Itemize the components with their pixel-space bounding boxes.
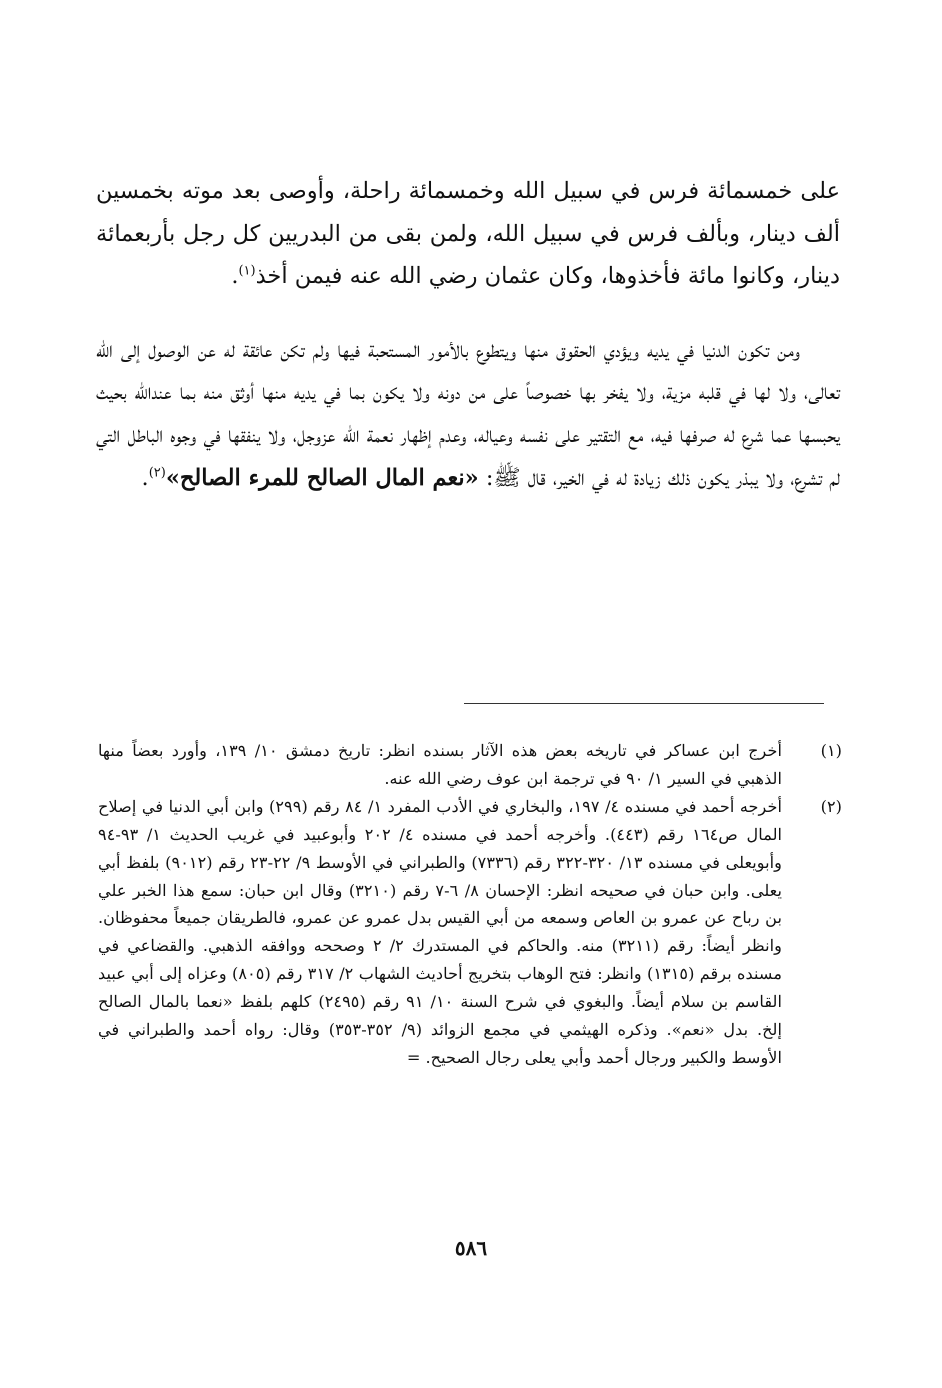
footnote-2 (98, 793, 842, 1072)
page-number: ٥٨٦ (454, 1236, 488, 1260)
footnote-text: أخرج ابن عساكر في تاريخه بعض هذه الآثار بسنده انظر: تاريخ دمشق ١٠/ ١٣٩، وأورد بعضاً منها الذهبي في السير ١/ ٩٠ في ترجمة ابن عوف رضي الله عنه. (98, 741, 782, 788)
footnotes (98, 737, 842, 1072)
footnote-text: أخرجه أحمد في مسنده ٤/ ١٩٧، والبخاري في الأدب المفرد ١/ ٨٤ رقم (٢٩٩) وابن أبي الدنيا في إصلاح المال ص١٦٤ رقم (٤٤٣). وأخرجه أحمد في مسنده ٤/ ٢٠٢ وأبوعبيد في غريب الحديث ١/ ٩٣-٩٤ وأبويعلى في مسنده ١٣/ ٣٢٠-٣٢٢ رقم (٧٣٣٦) والطبراني في الأوسط ٩/ ٢٢-٢٣ رقم (٩٠١٢) بلفظ أبي يعلى. وابن حبان في صحيحه انظر: الإحسان ٨/ ٦-٧ رقم (٣٢١٠) وقال ابن حبان: سمع هذا الخبر علي بن رباح عن عمرو بن العاص وسمعه من أبي القيس بدل عمرو عن عمرو، فالطريقان جميعاً محفوظان. وانظر أيضاً: رقم (٣٢١١) منه. والحاكم في المستدرك ٢/ ٢ وصححه ووافقه الذهبي. والقضاعي في مسنده برقم (١٣١٥) وانظر: فتح الوهاب بتخريج أحاديث الشهاب ٢/ ٣١٧ رقم (٨٠٥) وعزاه إلى أبي عبيد القاسم بن سلام أيضاً. والبغوي في شرح السنة ١٠/ ٩١ رقم (٢٤٩٥) كلهم بلفظ «نعما بالمال الصالح إلخ. بدل «نعم». وذكره الهيثمي في مجمع الزوائد (٩/ ٣٥٢-٣٥٣) وقال: رواه أحمد والطبراني في الأوسط والكبير ورجال أحمد وأبي يعلى رجال الصحيح. = (98, 796, 783, 1067)
footnote-number: (٢) (820, 796, 842, 816)
footnote-ref-1[interactable]: (١) (238, 263, 256, 279)
footnote-number: (١) (820, 741, 842, 760)
footnote-ref-2[interactable]: (٢) (148, 465, 166, 481)
paragraph-2-text: ومن تكون الدنيا في يديه ويؤدي الحقوق منها ويتطوع بالأمور المستحبة فيها ولم تكن عائقة له عن الوصول إلى الله تعالى، ولا لها في قلبه مزية، ولا يفخر بها خصوصاً على من دونه ولا يكون بما في يديه منها أوثق منه بما عندالله بحيث يحبسها عما شرع له صرفها فيه، مع التقتير على نفسه وعياله، وعدم إظهار نعمة الله عزوجل، ولا ينفقها في وجوه الباطل التي لم تشرع، ولا يبذر يكون ذلك زيادة له في الخير، قال ﷺ: (96, 336, 840, 491)
paragraph-2: ومن تكون الدنيا في يديه ويؤدي الحقوق منها ويتطوع بالأمور المستحبة فيها ولم تكن عائقة له عن الوصول إلى الله تعالى، ولا لها في قلبه مزية، ولا يفخر بها خصوصاً على من دونه ولا يكون بما في يديه منها أوثق منه بما عندالله بحيث يحبسها عما شرع له صرفها فيه، مع التقتير على نفسه وعياله، وعدم إظهار نعمة الله عزوجل، ولا ينفقها في وجوه الباطل التي لم تشرع، ولا يبذر يكون ذلك زيادة له في الخير، قال ﷺ: «نعم المال الصالح للمرء الصالح»$^{(٢)}$. (96, 336, 840, 491)
main-text (96, 170, 840, 499)
hadith-quote: «نعم المال الصالح للمرء الصالح» (165, 464, 479, 491)
footnote-divider (464, 703, 824, 704)
footnote-1 (98, 737, 842, 793)
paragraph-1: على خمسمائة فرس في سبيل الله وخمسمائة راحلة، وأوصى بعد موته بخمسين ألف دينار، وبألف فرس في سبيل الله، ولمن بقى من البدريين كل رجل بأربعمائة دينار، وكانوا مائة فأخذوها، وكان عثمان رضي الله عنه فيمن أخذ$^{(١)}$. (96, 178, 840, 290)
paragraph-1-text: على خمسمائة فرس في سبيل الله وخمسمائة راحلة، وأوصى بعد موته بخمسين ألف دينار، وبألف فرس في سبيل الله، ولمن بقى من البدريين كل رجل بأربعمائة دينار، وكانوا مائة فأخذوها، وكان عثمان رضي الله عنه فيمن أخذ (96, 178, 840, 290)
